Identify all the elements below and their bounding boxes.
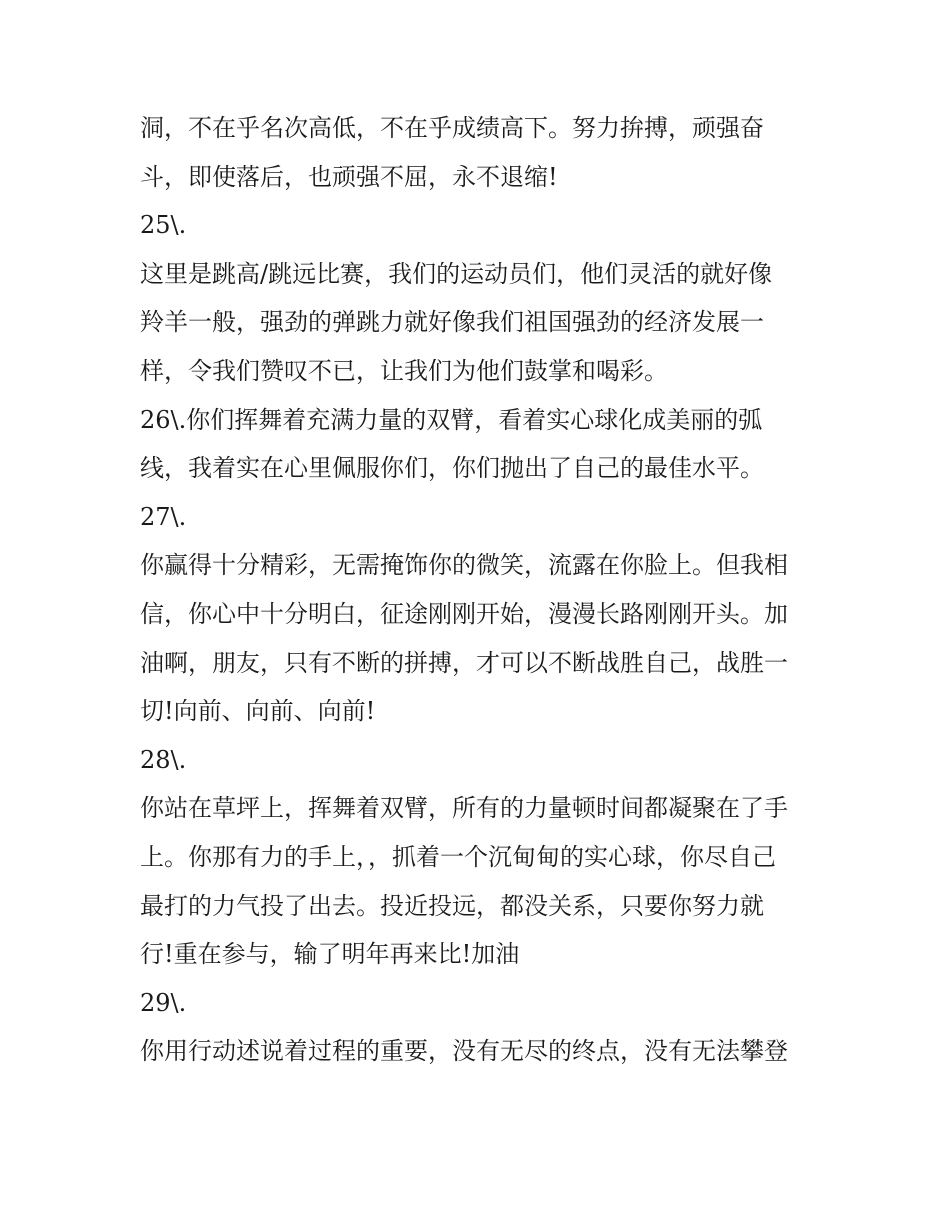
text-line: 行!重在参与，输了明年再来比!加油: [140, 940, 520, 969]
item-number: 28\.: [140, 745, 187, 774]
item-number: 25\.: [140, 211, 187, 240]
text-line: 信，你心中十分明白，征途刚刚开始，漫漫长路刚刚开头。加: [140, 599, 788, 628]
text-line: 26\.你们挥舞着充满力量的双臂，看着实心球化成美丽的弧: [140, 405, 763, 434]
item-number: 29\.: [140, 988, 187, 1017]
text-line: 洞，不在乎名次高低，不在乎成绩高下。努力拚搏，顽强奋: [140, 114, 764, 142]
text-line: 斗，即使落后，也顽强不屈，永不退缩!: [140, 162, 558, 191]
text-line: 羚羊一般，强劲的弹跳力就好像我们祖国强劲的经济发展一: [140, 308, 764, 337]
text-line: 这里是跳高/跳远比赛，我们的运动员们，他们灵活的就好像: [140, 259, 773, 288]
text-line: 你站在草坪上，挥舞着双臂，所有的力量顿时间都凝聚在了手: [140, 794, 788, 823]
text-line: 上。你那有力的手上，，抓着一个沉甸甸的实心球，你尽自己: [140, 842, 776, 871]
item-number: 27\.: [140, 502, 187, 531]
text-line: 油啊，朋友，只有不断的拼搏，才可以不断战胜自己，战胜一: [140, 648, 788, 677]
text-line: 线，我着实在心里佩服你们，你们抛出了自己的最佳水平。: [140, 454, 764, 483]
text-line: 你用行动述说着过程的重要，没有无尽的终点，没有无法攀登: [140, 1037, 788, 1066]
text-line: 最打的力气投了出去。投近投远，都没关系，只要你努力就: [140, 891, 764, 920]
text-line: 你赢得十分精彩，无需掩饰你的微笑，流露在你脸上。但我相: [140, 551, 788, 580]
document-body: [140, 104, 830, 1076]
text-line: 切!向前、向前、向前!: [140, 697, 376, 726]
text-line: 样，令我们赞叹不已，让我们为他们鼓掌和喝彩。: [140, 356, 668, 385]
